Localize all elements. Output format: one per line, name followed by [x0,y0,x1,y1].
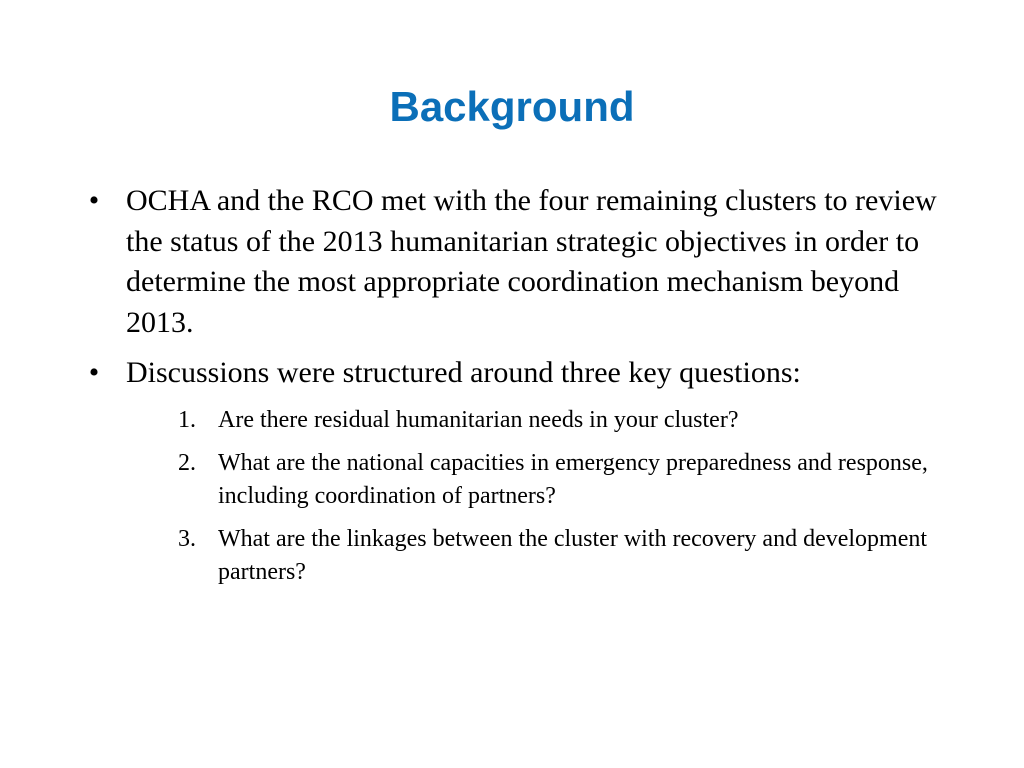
bullet-item [84,181,964,343]
question-text: Are there residual humanitarian needs in your cluster? [218,406,739,433]
question-text: What are the national capacities in emergency preparedness and response, including coordination of partners? [218,449,928,509]
question-item [84,404,964,437]
question-number: 3. [178,525,196,552]
question-number: 2. [178,449,196,476]
bullet-item [84,353,964,394]
bullet-text: OCHA and the RCO met with the four remaining clusters to review the status of the 2013 humanitarian strategic objectives in order to determine the most appropriate coordination mechanism beyond 2013. [126,184,937,339]
question-text: What are the linkages between the cluster with recovery and development partners? [218,525,928,585]
slide-title: Background [389,83,635,130]
question-item [84,523,964,589]
bullet-marker: • [88,356,100,389]
slide-body [84,181,964,599]
question-list [84,404,964,589]
question-item [84,447,964,513]
bullet-marker: • [88,184,100,217]
question-number: 1. [178,406,196,433]
bullet-text: Discussions were structured around three key questions: [126,356,801,389]
